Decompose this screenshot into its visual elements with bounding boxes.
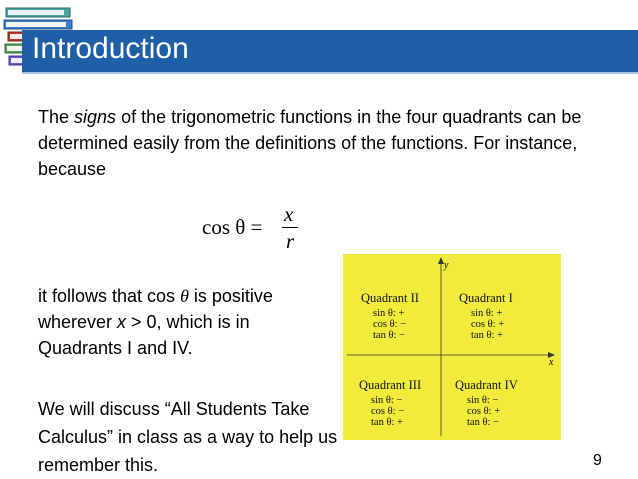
p1-text-c: > 0, which is in Quadrants I and IV. (38, 312, 250, 358)
p1-text-b: is positive wherever (38, 286, 273, 332)
sin-sign: sin θ: + (373, 308, 405, 319)
sin-sign: sin θ: − (467, 395, 499, 406)
quadrant-i (459, 291, 513, 341)
p1-text-a: it follows that cos (38, 286, 181, 306)
quadrant-signs-figure (343, 254, 561, 440)
body-paragraph-2: We will discuss “All Students Take Calculus” in class as a way to help us remember this. (38, 399, 338, 475)
y-axis-label: y (444, 260, 449, 271)
intro-signs: signs (74, 107, 117, 127)
formula-numerator: x (284, 202, 294, 226)
cos-sign: cos θ: − (371, 406, 405, 417)
tan-sign: tan θ: + (471, 330, 503, 341)
tan-sign: tan θ: − (467, 417, 499, 428)
title-bar (22, 30, 638, 74)
cos-sign: cos θ: + (467, 406, 501, 417)
body-paragraph-1 (38, 283, 338, 361)
quadrant-heading: Quadrant II (361, 291, 419, 305)
cos-sign: cos θ: + (471, 319, 505, 330)
sin-sign: sin θ: + (471, 308, 503, 319)
intro-text-2: of the trigonometric functions in the four quadrants can be determined easily from the definitions of the functions. For instance, because (38, 107, 582, 179)
intro-paragraph (38, 104, 598, 182)
quadrant-heading: Quadrant III (359, 378, 422, 392)
x-axis-label: x (549, 357, 554, 368)
cos-formula (202, 202, 312, 252)
quadrant-iv (455, 378, 518, 428)
fraction-bar (282, 227, 298, 228)
p1-theta: θ (180, 286, 189, 306)
tan-sign: tan θ: + (371, 417, 403, 428)
sin-sign: sin θ: − (371, 395, 403, 406)
intro-text-1: The (38, 107, 75, 127)
p1-x: x (117, 312, 127, 332)
quadrant-iii (359, 378, 421, 428)
tan-sign: tan θ: − (373, 330, 405, 341)
slide-title: Introduction (32, 32, 189, 65)
page-number: 9 (593, 452, 602, 469)
formula-lhs: cos θ = (202, 215, 263, 239)
quadrant-heading: Quadrant I (459, 291, 513, 305)
quadrant-heading: Quadrant IV (455, 378, 518, 392)
formula-denominator: r (286, 229, 295, 253)
quadrant-ii (361, 291, 419, 341)
cos-sign: cos θ: − (373, 319, 407, 330)
